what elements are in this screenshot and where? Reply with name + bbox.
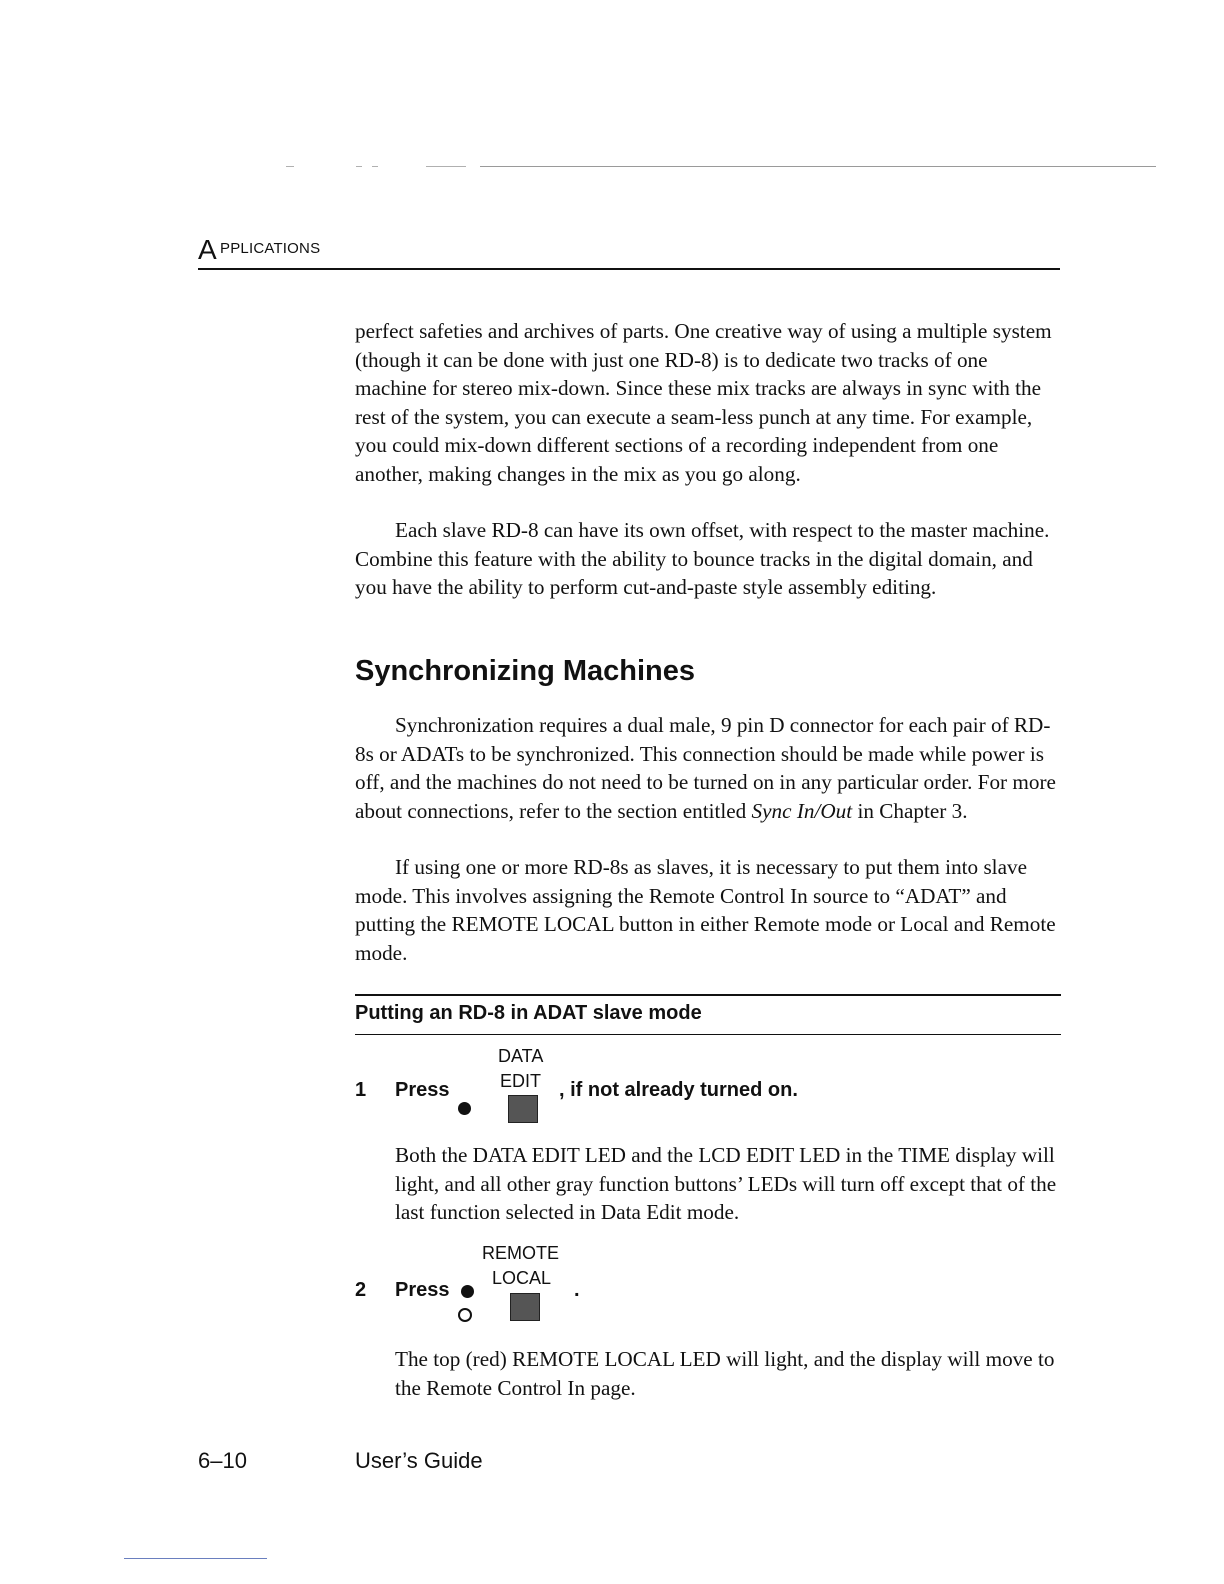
- remote-local-button-icon: [510, 1293, 540, 1321]
- button-label-top: REMOTE: [482, 1243, 560, 1263]
- button-label-bottom: LOCAL: [492, 1268, 552, 1288]
- led-off-indicator-icon: [458, 1308, 472, 1322]
- step-description: The top (red) REMOTE LOCAL LED will light, and the display will move to the Remote Control In page.: [395, 1347, 1055, 1400]
- running-header: [198, 234, 1060, 270]
- paragraph: Each slave RD-8 can have its own offset, with respect to the master machine. Combine this feature with the ability to bounce tracks in the digital domain, and you have the ability to perform cut-and-paste style assembly editing.: [355, 518, 1050, 599]
- scan-mark: [356, 166, 362, 167]
- step-suffix: .: [574, 1279, 580, 1301]
- step-press: Press: [395, 1079, 450, 1101]
- header-text: PPLICATIONS: [220, 240, 321, 257]
- paragraph: If using one or more RD-8s as slaves, it is necessary to put them into slave mode. This involves assigning the Remote Control In source to “ADAT” and putting the REMOTE LOCAL button in either Remote mode or Local and Remote mode.: [355, 855, 1056, 965]
- footer-guide-title: User’s Guide: [355, 1448, 483, 1473]
- header-initial: A: [198, 234, 217, 265]
- button-label-bottom: EDIT: [500, 1071, 542, 1091]
- scan-mark: [426, 166, 466, 167]
- subsection-title: Putting an RD-8 in ADAT slave mode: [355, 1002, 702, 1024]
- paragraph-text: in Chapter 3.: [852, 798, 968, 823]
- led-indicator-icon: [458, 1102, 471, 1115]
- step-press: Press: [395, 1279, 450, 1301]
- scan-mark: [286, 166, 294, 167]
- led-indicator-icon: [461, 1285, 474, 1298]
- section-title: Synchronizing Machines: [355, 655, 695, 687]
- paragraph: [355, 711, 1061, 825]
- scan-mark: [372, 166, 378, 167]
- step-number: 1: [355, 1079, 367, 1101]
- scan-edge-line: [124, 1558, 267, 1559]
- paragraph-text: Synchronization requires a dual male, 9 pin D connector for each pair of RD-8s or ADATs to be synchronized. This connection should be made while power is off, and the machines do not need to be turned on in any particular order. For more about connections, refer to the section entitled: [355, 713, 1056, 823]
- step-number: 2: [355, 1279, 367, 1301]
- subsection-heading: [355, 994, 1061, 1035]
- button-label-top: DATA: [498, 1046, 544, 1066]
- step-suffix: , if not already turned on.: [559, 1079, 798, 1101]
- cross-reference: Sync In/Out: [751, 798, 853, 823]
- step-description: Both the DATA EDIT LED and the LCD EDIT LED in the TIME display will light, and all other gray function buttons’ LEDs will turn off except that of the last function selected in Data Edit mode.: [395, 1143, 1057, 1224]
- page-number: 6–10: [198, 1448, 247, 1473]
- top-rule: [480, 166, 1156, 167]
- paragraph: perfect safeties and archives of parts. One creative way of using a multiple system (though it can be done with just one RD-8) is to dedicate two tracks of one machine for stereo mix-down. Since these mix tracks are always in sync with the rest of the system, you can execute a seam-less punch at any time. For example, you could mix-down different sections of a recording independent from one another, making changes in the mix as you go along.: [355, 319, 1052, 486]
- data-edit-button-icon: [508, 1095, 538, 1123]
